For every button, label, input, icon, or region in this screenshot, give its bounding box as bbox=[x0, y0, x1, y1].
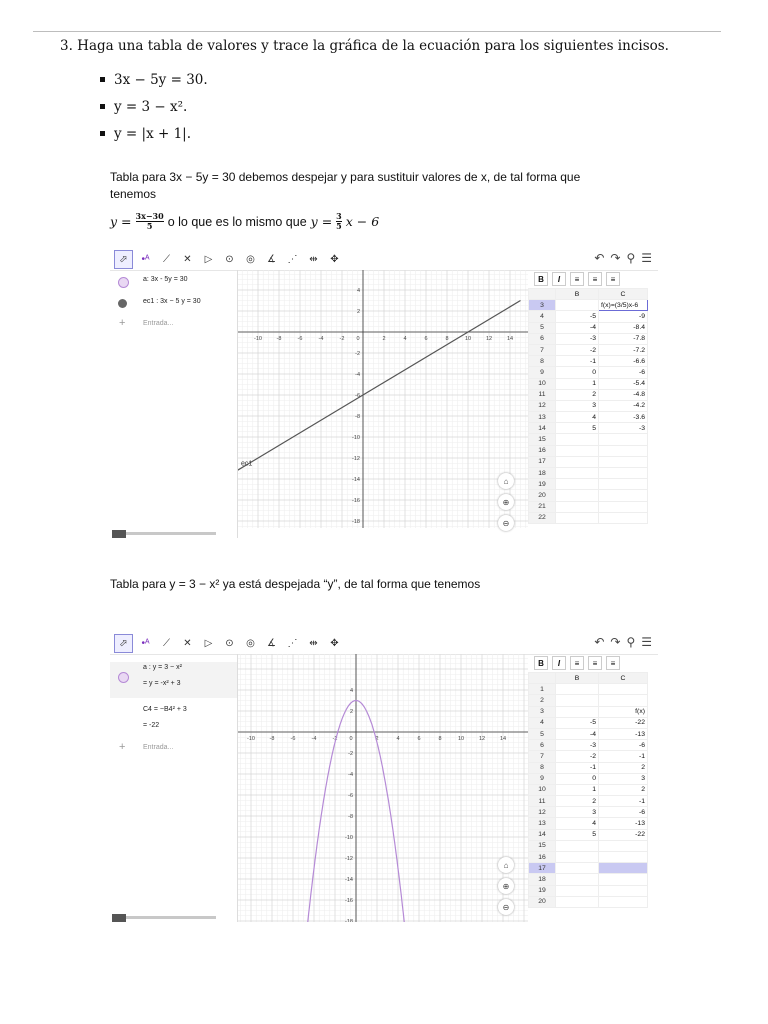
move-view-tool-icon[interactable]: ✥ bbox=[330, 637, 339, 649]
point-tool-icon[interactable]: •ᴬ bbox=[141, 637, 150, 649]
x-tick-label: 10 bbox=[457, 736, 465, 742]
y-tick-label: 4 bbox=[356, 288, 360, 294]
align-center-icon[interactable]: ≡ bbox=[588, 272, 602, 286]
section1-text-2: tenemos bbox=[110, 187, 157, 201]
table-row[interactable]: 3 f(x)=(3/5)x-6 bbox=[529, 300, 648, 311]
table-row[interactable]: 12 3 -6 bbox=[529, 807, 648, 818]
x-tick-label: -4 bbox=[318, 336, 324, 342]
move-view-tool-icon[interactable]: ✥ bbox=[330, 253, 339, 265]
table-row[interactable]: 7 -2 -7.2 bbox=[529, 344, 648, 355]
table-row[interactable]: 6 -3 -7.8 bbox=[529, 333, 648, 344]
problem-heading: 3. Haga una tabla de valores y trace la gráfica de la ecuación para los siguientes incisos. bbox=[60, 38, 669, 54]
table-row[interactable]: 14 5 -3 bbox=[529, 423, 648, 434]
home-icon[interactable]: ⌂ bbox=[498, 857, 514, 873]
table-row[interactable]: 16 bbox=[529, 852, 648, 863]
search-icon[interactable]: ⚲ bbox=[626, 251, 636, 265]
home-icon[interactable]: ⌂ bbox=[498, 473, 514, 489]
spreadsheet-table[interactable] bbox=[528, 672, 648, 908]
graphics-view[interactable] bbox=[238, 654, 528, 922]
search-icon[interactable]: ⚲ bbox=[626, 635, 636, 649]
x-tick-label: 2 bbox=[375, 736, 379, 742]
keyboard-icon[interactable] bbox=[112, 530, 126, 538]
x-tick-label: 10 bbox=[464, 336, 472, 342]
bold-icon[interactable]: B bbox=[534, 272, 548, 286]
table-row[interactable]: 5 -4 -8.4 bbox=[529, 322, 648, 333]
y-tick-label: -12 bbox=[345, 856, 353, 862]
zoom-out-icon[interactable]: ⊖ bbox=[498, 899, 514, 915]
x-tick-label: 0 bbox=[356, 336, 360, 342]
toolbar bbox=[110, 248, 658, 271]
table-row[interactable]: 17 bbox=[529, 863, 648, 874]
angle-tool-icon[interactable]: ∡ bbox=[267, 253, 276, 265]
x-tick-label: -4 bbox=[311, 736, 317, 742]
y-tick-label: -6 bbox=[348, 793, 353, 799]
line-tool-icon[interactable]: ⟋ bbox=[163, 637, 170, 649]
table-row[interactable]: 15 bbox=[529, 434, 648, 445]
menu-icon[interactable]: ☰ bbox=[641, 635, 652, 649]
table-row[interactable]: 19 bbox=[529, 479, 648, 490]
align-center-icon[interactable]: ≡ bbox=[588, 656, 602, 670]
perpendicular-tool-icon[interactable]: ✕ bbox=[183, 637, 192, 649]
formula: y = $\frac{3x-30}{5}$ o lo que es lo mismo que y = $\frac{3}{5}$ x − 6 bbox=[110, 211, 380, 231]
spreadsheet-table[interactable] bbox=[528, 288, 648, 524]
graphics-view[interactable] bbox=[238, 270, 528, 528]
x-tick-label: -6 bbox=[290, 736, 296, 742]
table-row[interactable]: 11 2 -4.8 bbox=[529, 389, 648, 400]
align-right-icon[interactable]: ≡ bbox=[606, 656, 620, 670]
redo-icon[interactable]: ↷ bbox=[610, 251, 621, 265]
y-tick-label: -18 bbox=[345, 919, 353, 922]
slider-tool-icon[interactable]: ⇹ bbox=[309, 253, 318, 265]
y-tick-label: -8 bbox=[355, 414, 360, 420]
table-row[interactable]: 9 0 -6 bbox=[529, 367, 648, 378]
x-tick-label: -8 bbox=[269, 736, 275, 742]
table-row[interactable]: 20 bbox=[529, 490, 648, 501]
italic-icon[interactable]: I bbox=[552, 656, 566, 670]
bold-icon[interactable]: B bbox=[534, 656, 548, 670]
algebra-view: a: 3x - 5y = 30 ec1 : 3x − 5 y = 30 + Entrada... bbox=[110, 270, 238, 538]
keyboard-icon[interactable] bbox=[112, 914, 126, 922]
spreadsheet-view bbox=[528, 654, 658, 922]
table-row[interactable]: 11 2 -1 bbox=[529, 796, 648, 807]
table-row[interactable]: 17 bbox=[529, 456, 648, 467]
top-rule bbox=[33, 31, 721, 32]
x-tick-label: 6 bbox=[417, 736, 421, 742]
align-right-icon[interactable]: ≡ bbox=[606, 272, 620, 286]
y-tick-label: -2 bbox=[355, 351, 360, 357]
column-header-row: B C bbox=[529, 289, 648, 300]
table-row[interactable]: 22 bbox=[529, 512, 648, 523]
algebra-row[interactable]: a : y = 3 − x² = y = -x² + 3 bbox=[110, 662, 237, 698]
y-tick-label: -4 bbox=[355, 372, 360, 378]
line-tool-icon[interactable]: ⟋ bbox=[163, 253, 170, 265]
y-tick-label: -4 bbox=[348, 772, 353, 778]
table-row[interactable]: 12 3 -4.2 bbox=[529, 400, 648, 411]
table-row[interactable]: 1 bbox=[529, 684, 648, 695]
y-tick-label: 2 bbox=[349, 709, 353, 715]
x-tick-label: -2 bbox=[339, 336, 345, 342]
table-row[interactable]: 14 5 -22 bbox=[529, 829, 648, 840]
section2-text: Tabla para y = 3 − x² ya está despejada “y”, de tal forma que tenemos bbox=[110, 577, 481, 591]
geogebra-window-2 bbox=[110, 632, 658, 922]
curve-label: ec1 bbox=[241, 460, 253, 468]
section1-text: Tabla para 3x − 5y = 30 debemos despejar y para sustituir valores de x, de tal forma que bbox=[110, 170, 581, 184]
geogebra-window-1 bbox=[110, 248, 658, 538]
reflect-tool-icon[interactable]: ⋰ bbox=[287, 253, 298, 265]
table-row[interactable]: 10 1 -5.4 bbox=[529, 378, 648, 389]
spreadsheet-view bbox=[528, 270, 658, 538]
x-tick-label: 12 bbox=[485, 336, 493, 342]
table-row[interactable]: 8 -1 -6.6 bbox=[529, 356, 648, 367]
table-row[interactable]: 3 f(x) bbox=[529, 706, 648, 717]
circle3-tool-icon[interactable]: ◎ bbox=[246, 253, 255, 265]
table-row[interactable]: 18 bbox=[529, 468, 648, 479]
italic-icon[interactable]: I bbox=[552, 272, 566, 286]
perpendicular-tool-icon[interactable]: ✕ bbox=[183, 253, 192, 265]
table-row[interactable]: 8 -1 2 bbox=[529, 762, 648, 773]
menu-icon[interactable]: ☰ bbox=[641, 251, 652, 265]
algebra-view: a : y = 3 − x² = y = -x² + 3 C4 = −B4² + 3 = -22 + Entrada... bbox=[110, 654, 238, 922]
angle-tool-icon[interactable]: ∡ bbox=[267, 637, 276, 649]
table-row[interactable]: 7 -2 -1 bbox=[529, 751, 648, 762]
table-row[interactable]: 13 4 -13 bbox=[529, 818, 648, 829]
zoom-in-icon[interactable]: ⊕ bbox=[498, 494, 514, 510]
scrollbar[interactable] bbox=[126, 916, 216, 919]
table-row[interactable]: 21 bbox=[529, 501, 648, 512]
table-row[interactable]: 20 bbox=[529, 896, 648, 907]
y-tick-label: -6 bbox=[355, 393, 360, 399]
x-tick-label: 14 bbox=[506, 336, 514, 342]
table-row[interactable]: 9 0 3 bbox=[529, 773, 648, 784]
redo-icon[interactable]: ↷ bbox=[610, 635, 621, 649]
table-row[interactable]: 15 bbox=[529, 840, 648, 851]
problem-items bbox=[100, 66, 208, 147]
table-row[interactable]: 19 bbox=[529, 885, 648, 896]
zoom-in-icon[interactable]: ⊕ bbox=[498, 878, 514, 894]
polygon-tool-icon[interactable]: ▷ bbox=[204, 253, 213, 265]
x-tick-label: -8 bbox=[276, 336, 282, 342]
circle-tool-icon[interactable]: ⊙ bbox=[225, 253, 234, 265]
x-tick-label: 8 bbox=[438, 736, 442, 742]
y-tick-label: -16 bbox=[345, 898, 353, 904]
problem-item: y = 3 − x². bbox=[100, 93, 208, 120]
y-tick-label: -14 bbox=[352, 477, 360, 483]
y-tick-label: -18 bbox=[352, 519, 360, 525]
y-tick-label: -10 bbox=[352, 435, 360, 441]
y-tick-label: 2 bbox=[356, 309, 360, 315]
x-tick-label: -2 bbox=[332, 736, 338, 742]
y-tick-label: -10 bbox=[345, 835, 353, 841]
table-row[interactable]: 4 -5 -9 bbox=[529, 311, 648, 322]
x-tick-label: 4 bbox=[403, 336, 407, 342]
move-tool-icon[interactable]: ⬀ bbox=[114, 250, 133, 269]
y-tick-label: -16 bbox=[352, 498, 360, 504]
table-row[interactable]: 4 -5 -22 bbox=[529, 717, 648, 728]
x-tick-label: 6 bbox=[424, 336, 428, 342]
scrollbar[interactable] bbox=[126, 532, 216, 535]
point-tool-icon[interactable]: •ᴬ bbox=[141, 253, 150, 265]
column-header-row: B C bbox=[529, 673, 648, 684]
align-left-icon[interactable]: ≡ bbox=[570, 272, 584, 286]
y-tick-label: 4 bbox=[349, 688, 353, 694]
undo-icon[interactable]: ↶ bbox=[594, 251, 605, 265]
table-row[interactable]: 16 bbox=[529, 445, 648, 456]
problem-item: 3x − 5y = 30. bbox=[100, 66, 208, 93]
y-tick-label: -14 bbox=[345, 877, 353, 883]
move-tool-icon[interactable]: ⬀ bbox=[114, 634, 133, 653]
table-row[interactable]: 6 -3 -6 bbox=[529, 740, 648, 751]
table-row[interactable]: 18 bbox=[529, 874, 648, 885]
table-row[interactable]: 13 4 -3.6 bbox=[529, 412, 648, 423]
table-row[interactable]: 10 1 2 bbox=[529, 784, 648, 795]
x-tick-label: 14 bbox=[499, 736, 507, 742]
toolbar bbox=[110, 632, 658, 655]
x-tick-label: 12 bbox=[478, 736, 486, 742]
table-row[interactable]: 2 bbox=[529, 695, 648, 706]
y-tick-label: -8 bbox=[348, 814, 353, 820]
y-tick-label: -12 bbox=[352, 456, 360, 462]
x-tick-label: 8 bbox=[445, 336, 449, 342]
undo-icon[interactable]: ↶ bbox=[594, 635, 605, 649]
zoom-out-icon[interactable]: ⊖ bbox=[498, 515, 514, 531]
x-tick-label: 2 bbox=[382, 336, 386, 342]
circle3-tool-icon[interactable]: ◎ bbox=[246, 637, 255, 649]
reflect-tool-icon[interactable]: ⋰ bbox=[287, 637, 298, 649]
slider-tool-icon[interactable]: ⇹ bbox=[309, 637, 318, 649]
x-tick-label: -10 bbox=[254, 336, 262, 342]
y-tick-label: -2 bbox=[348, 751, 353, 757]
problem-item: y = |x + 1|. bbox=[100, 120, 208, 147]
x-tick-label: -6 bbox=[297, 336, 303, 342]
x-tick-label: 4 bbox=[396, 736, 400, 742]
circle-tool-icon[interactable]: ⊙ bbox=[225, 637, 234, 649]
x-tick-label: 0 bbox=[349, 736, 353, 742]
polygon-tool-icon[interactable]: ▷ bbox=[204, 637, 213, 649]
table-row[interactable]: 5 -4 -13 bbox=[529, 728, 648, 739]
align-left-icon[interactable]: ≡ bbox=[570, 656, 584, 670]
x-tick-label: -10 bbox=[247, 736, 255, 742]
